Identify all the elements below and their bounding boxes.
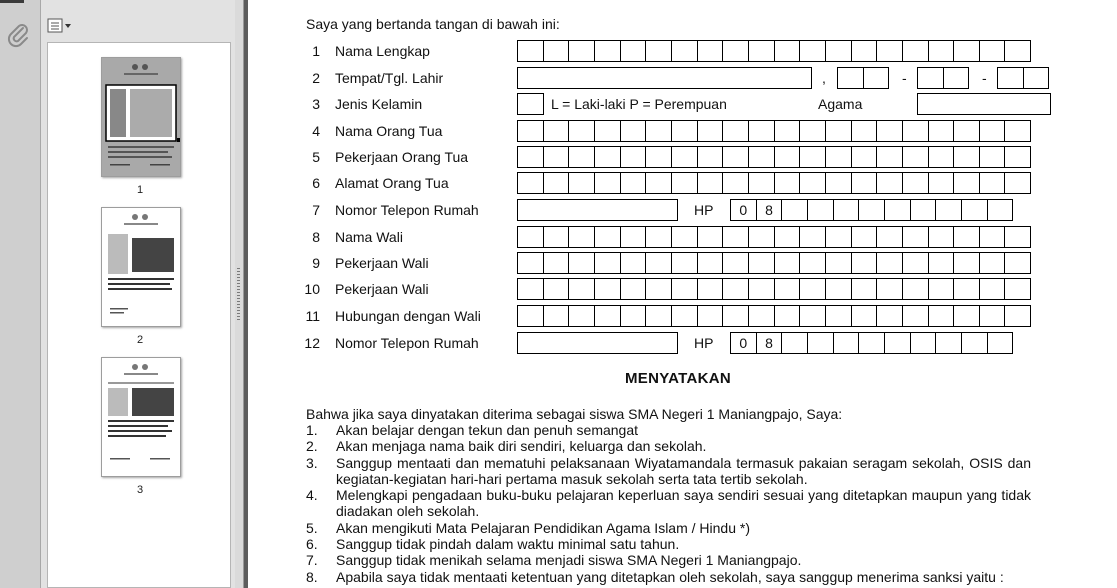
char-cell[interactable] [825, 278, 852, 300]
hp-digit: 0 [730, 199, 757, 221]
char-cell[interactable] [748, 226, 775, 248]
char-cell[interactable] [928, 40, 955, 62]
char-cell[interactable] [799, 305, 826, 327]
char-cell[interactable] [825, 226, 852, 248]
char-cell[interactable] [837, 67, 864, 89]
list-text: Sanggup tidak menikah selama menjadi siswa SMA Negeri 1 Maniangpajo. [336, 552, 802, 568]
char-cell[interactable] [825, 120, 852, 142]
char-cell[interactable] [910, 332, 937, 354]
char-cell[interactable] [543, 305, 570, 327]
thumbnail-list[interactable] [47, 42, 231, 588]
char-cell[interactable] [928, 226, 955, 248]
list-text: Apabila saya tidak mentaati ketentuan yang ditetapkan oleh sekolah, saya sanggup menerima sanksi yaitu : [336, 569, 1004, 585]
char-cell[interactable] [620, 120, 647, 142]
char-cell[interactable] [697, 146, 724, 168]
char-cell[interactable] [517, 146, 544, 168]
list-number: 3. [306, 455, 318, 471]
char-cell[interactable] [1004, 278, 1031, 300]
char-cell[interactable] [517, 120, 544, 142]
char-cell[interactable] [645, 278, 672, 300]
char-cell[interactable] [928, 172, 955, 194]
row-number: 11 [305, 308, 320, 324]
attachment-icon[interactable] [6, 22, 32, 48]
char-cell[interactable] [594, 172, 621, 194]
char-cell[interactable] [825, 40, 852, 62]
char-cell[interactable] [748, 40, 775, 62]
list-number: 5. [306, 520, 318, 536]
page-thumbnails-panel [41, 0, 236, 588]
label-nama-orang-tua: Nama Orang Tua [335, 123, 443, 139]
char-cell[interactable] [543, 252, 570, 274]
char-cell[interactable] [568, 226, 595, 248]
char-cell[interactable] [645, 146, 672, 168]
char-cell[interactable] [953, 226, 980, 248]
input-pekerjaan-orang-tua[interactable] [517, 146, 1031, 168]
input-tahun-lahir[interactable] [997, 67, 1049, 89]
char-cell[interactable] [953, 305, 980, 327]
char-cell[interactable] [1004, 172, 1031, 194]
char-cell[interactable] [1004, 305, 1031, 327]
input-telepon-rumah-2[interactable] [517, 332, 678, 354]
char-cell[interactable] [594, 305, 621, 327]
form-intro: Saya yang bertanda tangan di bawah ini: [306, 16, 560, 32]
char-cell[interactable] [876, 146, 903, 168]
char-cell[interactable] [671, 120, 698, 142]
label-pekerjaan-orang-tua: Pekerjaan Orang Tua [335, 149, 469, 165]
char-cell[interactable] [997, 67, 1024, 89]
char-cell[interactable] [543, 172, 570, 194]
input-nama-lengkap[interactable] [517, 40, 1031, 62]
splitter-grip [237, 268, 240, 320]
char-cell[interactable] [858, 199, 885, 221]
char-cell[interactable] [807, 332, 834, 354]
char-cell[interactable] [799, 40, 826, 62]
char-cell[interactable] [722, 252, 749, 274]
char-cell[interactable] [748, 146, 775, 168]
char-cell[interactable] [935, 199, 962, 221]
char-cell[interactable] [671, 146, 698, 168]
char-cell[interactable] [620, 146, 647, 168]
char-cell[interactable] [961, 332, 988, 354]
char-cell[interactable] [917, 67, 944, 89]
page-thumbnail-2[interactable] [101, 207, 181, 327]
char-cell[interactable] [671, 278, 698, 300]
char-cell[interactable] [568, 252, 595, 274]
char-cell[interactable] [671, 40, 698, 62]
char-cell[interactable] [902, 226, 929, 248]
page-thumbnail-label: 1 [136, 184, 144, 196]
char-cell[interactable] [851, 305, 878, 327]
char-cell[interactable] [851, 172, 878, 194]
char-cell[interactable] [774, 278, 801, 300]
label-agama: Agama [818, 96, 863, 112]
statement-heading: MENYATAKAN [624, 370, 732, 387]
char-cell[interactable] [953, 278, 980, 300]
char-cell[interactable] [943, 67, 970, 89]
input-jenis-kelamin[interactable] [517, 93, 544, 115]
char-cell[interactable] [620, 252, 647, 274]
char-cell[interactable] [825, 305, 852, 327]
label-pekerjaan-wali-2: Pekerjaan Wali [335, 281, 429, 297]
char-cell[interactable] [851, 120, 878, 142]
char-cell[interactable] [825, 146, 852, 168]
list-number: 8. [306, 569, 318, 585]
char-cell[interactable] [825, 172, 852, 194]
char-cell[interactable] [851, 278, 878, 300]
char-cell[interactable] [953, 172, 980, 194]
char-cell[interactable] [928, 120, 955, 142]
comma-separator: , [822, 70, 826, 86]
input-agama[interactable] [917, 93, 1051, 115]
label-nama-wali: Nama Wali [335, 229, 403, 245]
list-text: Melengkapi pengadaan buku-buku pelajaran keperluan saya sendiri sesuai yang ditetapkan maupun yang tidak diadakan oleh sekolah. [336, 487, 1031, 519]
char-cell[interactable] [953, 252, 980, 274]
char-cell[interactable] [910, 199, 937, 221]
input-alamat-orang-tua[interactable] [517, 172, 1031, 194]
row-number: 12 [304, 335, 320, 351]
char-cell[interactable] [594, 120, 621, 142]
char-cell[interactable] [979, 120, 1006, 142]
char-cell[interactable] [1004, 226, 1031, 248]
input-pekerjaan-wali[interactable] [517, 252, 1031, 274]
char-cell[interactable] [568, 172, 595, 194]
char-cell[interactable] [543, 146, 570, 168]
list-text: Akan menjaga nama baik diri sendiri, keluarga dan sekolah. [336, 438, 707, 454]
char-cell[interactable] [979, 40, 1006, 62]
char-cell[interactable] [851, 252, 878, 274]
char-cell[interactable] [928, 146, 955, 168]
char-cell[interactable] [568, 278, 595, 300]
label-tempat-tgl-lahir: Tempat/Tgl. Lahir [335, 70, 444, 86]
row-number: 8 [312, 229, 320, 245]
char-cell[interactable] [1004, 120, 1031, 142]
char-cell[interactable] [568, 40, 595, 62]
list-number: 1. [306, 422, 318, 438]
char-cell[interactable] [876, 40, 903, 62]
label-hubungan-dengan-wali: Hubungan dengan Wali [335, 308, 481, 324]
char-cell[interactable] [851, 146, 878, 168]
label-pekerjaan-wali: Pekerjaan Wali [335, 255, 429, 271]
list-text: Sanggup mentaati dan mematuhi pelaksanaan Wiyatamandala termasuk pakaian seragam sekolah, OSIS dan kegiatan-kegiatan hari-hari pertama masuk sekolah serta tata tertib sekolah. [336, 455, 1031, 487]
row-number: 7 [312, 202, 320, 218]
hp-digit: 8 [756, 332, 783, 354]
list-text: Akan belajar dengan tekun dan penuh semangat [336, 422, 639, 438]
char-cell[interactable] [594, 226, 621, 248]
input-nama-wali[interactable] [517, 226, 1031, 248]
char-cell[interactable] [543, 278, 570, 300]
statement-intro: Bahwa jika saya dinyatakan diterima sebagai siswa SMA Negeri 1 Maniangpajo, Saya: [306, 406, 843, 422]
label-hp: HP [694, 202, 714, 218]
label-nomor-telepon-rumah-2: Nomor Telepon Rumah [335, 335, 479, 351]
left-toolbar [0, 0, 41, 588]
char-cell[interactable] [594, 40, 621, 62]
input-tempat-lahir[interactable] [517, 67, 812, 89]
char-cell[interactable] [748, 305, 775, 327]
char-cell[interactable] [902, 40, 929, 62]
char-cell[interactable] [620, 40, 647, 62]
char-cell[interactable] [987, 332, 1014, 354]
input-bulan-lahir[interactable] [917, 67, 969, 89]
char-cell[interactable] [517, 93, 544, 115]
char-cell[interactable] [799, 146, 826, 168]
char-cell[interactable] [807, 199, 834, 221]
char-cell[interactable] [517, 226, 544, 248]
char-cell[interactable] [774, 305, 801, 327]
char-cell[interactable] [645, 252, 672, 274]
document-page [248, 0, 1117, 588]
hp-digit: 0 [730, 332, 757, 354]
char-cell[interactable] [568, 305, 595, 327]
list-text: Sanggup tidak pindah dalam waktu minimal satu tahun. [336, 536, 680, 552]
char-cell[interactable] [594, 146, 621, 168]
char-cell[interactable] [568, 146, 595, 168]
list-number: 4. [306, 487, 318, 503]
char-cell[interactable] [979, 305, 1006, 327]
list-number: 6. [306, 536, 318, 552]
label-nama-lengkap: Nama Lengkap [335, 43, 430, 59]
char-cell[interactable] [594, 252, 621, 274]
char-cell[interactable] [902, 172, 929, 194]
char-cell[interactable] [671, 305, 698, 327]
char-cell[interactable] [697, 252, 724, 274]
char-cell[interactable] [851, 226, 878, 248]
char-cell[interactable] [645, 305, 672, 327]
char-cell[interactable] [620, 226, 647, 248]
char-cell[interactable] [568, 120, 595, 142]
char-cell[interactable] [979, 172, 1006, 194]
label-hp: HP [694, 335, 714, 351]
char-cell[interactable] [851, 40, 878, 62]
char-cell[interactable] [645, 226, 672, 248]
char-cell[interactable] [645, 172, 672, 194]
char-cell[interactable] [774, 146, 801, 168]
char-cell[interactable] [928, 305, 955, 327]
panel-resize-handle[interactable] [235, 0, 244, 588]
char-cell[interactable] [748, 172, 775, 194]
char-cell[interactable] [902, 252, 929, 274]
char-cell[interactable] [671, 226, 698, 248]
char-cell[interactable] [748, 252, 775, 274]
row-number: 9 [312, 255, 320, 271]
char-cell[interactable] [825, 252, 852, 274]
char-cell[interactable] [876, 120, 903, 142]
toolbar-top-edge [0, 0, 24, 3]
char-cell[interactable] [697, 278, 724, 300]
char-cell[interactable] [543, 226, 570, 248]
page-thumbnail-label: 3 [136, 484, 144, 496]
gender-legend: L = Laki-laki P = Perempuan [551, 96, 727, 112]
char-cell[interactable] [833, 332, 860, 354]
char-cell[interactable] [620, 172, 647, 194]
char-cell[interactable] [748, 120, 775, 142]
char-cell[interactable] [697, 40, 724, 62]
char-cell[interactable] [833, 199, 860, 221]
row-number: 1 [312, 43, 320, 59]
char-cell[interactable] [620, 305, 647, 327]
char-cell[interactable] [961, 199, 988, 221]
list-number: 2. [306, 438, 318, 454]
char-cell[interactable] [722, 40, 749, 62]
char-cell[interactable] [620, 278, 647, 300]
char-cell[interactable] [876, 278, 903, 300]
char-cell[interactable] [1023, 67, 1050, 89]
char-cell[interactable] [876, 252, 903, 274]
row-number: 5 [312, 149, 320, 165]
char-cell[interactable] [979, 252, 1006, 274]
char-cell[interactable] [799, 120, 826, 142]
char-cell[interactable] [884, 332, 911, 354]
char-cell[interactable] [697, 305, 724, 327]
char-cell[interactable] [876, 226, 903, 248]
char-cell[interactable] [517, 252, 544, 274]
char-cell[interactable] [902, 278, 929, 300]
input-hp[interactable] [730, 199, 1013, 221]
char-cell[interactable] [902, 120, 929, 142]
char-cell[interactable] [858, 332, 885, 354]
label-jenis-kelamin: Jenis Kelamin [335, 96, 423, 112]
char-cell[interactable] [953, 120, 980, 142]
row-number: 6 [312, 175, 320, 191]
dash-separator: - [982, 70, 987, 86]
char-cell[interactable] [953, 40, 980, 62]
char-cell[interactable] [748, 278, 775, 300]
char-cell[interactable] [517, 305, 544, 327]
char-cell[interactable] [979, 146, 1006, 168]
char-cell[interactable] [543, 120, 570, 142]
input-hubungan-dengan-wali[interactable] [517, 305, 1031, 327]
char-cell[interactable] [979, 278, 1006, 300]
char-cell[interactable] [953, 146, 980, 168]
char-cell[interactable] [774, 226, 801, 248]
list-number: 7. [306, 552, 318, 568]
char-cell[interactable] [722, 226, 749, 248]
char-cell[interactable] [722, 120, 749, 142]
label-alamat-orang-tua: Alamat Orang Tua [335, 175, 449, 191]
thumbnail-options-icon[interactable] [47, 16, 73, 36]
char-cell[interactable] [774, 172, 801, 194]
char-cell[interactable] [517, 172, 544, 194]
label-nomor-telepon-rumah: Nomor Telepon Rumah [335, 202, 479, 218]
row-number: 3 [312, 96, 320, 112]
char-cell[interactable] [671, 172, 698, 194]
char-cell[interactable] [876, 172, 903, 194]
char-cell[interactable] [1004, 40, 1031, 62]
hp-digit: 8 [756, 199, 783, 221]
char-cell[interactable] [1004, 252, 1031, 274]
list-text: Akan mengikuti Mata Pelajaran Pendidikan Agama Islam / Hindu *) [336, 520, 750, 536]
input-telepon-rumah[interactable] [517, 199, 678, 221]
char-cell[interactable] [928, 278, 955, 300]
char-cell[interactable] [722, 172, 749, 194]
char-cell[interactable] [987, 199, 1014, 221]
char-cell[interactable] [799, 252, 826, 274]
char-cell[interactable] [928, 252, 955, 274]
char-cell[interactable] [645, 120, 672, 142]
char-cell[interactable] [979, 226, 1006, 248]
row-number: 10 [304, 281, 320, 297]
page-thumbnail-1[interactable] [101, 57, 181, 177]
char-cell[interactable] [863, 67, 890, 89]
char-cell[interactable] [935, 332, 962, 354]
char-cell[interactable] [645, 40, 672, 62]
char-cell[interactable] [902, 305, 929, 327]
char-cell[interactable] [799, 278, 826, 300]
page-thumbnail-3[interactable] [101, 357, 181, 477]
char-cell[interactable] [697, 172, 724, 194]
row-number: 4 [312, 123, 320, 139]
char-cell[interactable] [774, 40, 801, 62]
char-cell[interactable] [902, 146, 929, 168]
row-number: 2 [312, 70, 320, 86]
char-cell[interactable] [697, 120, 724, 142]
char-cell[interactable] [697, 226, 724, 248]
char-cell[interactable] [774, 120, 801, 142]
page-thumbnail-label: 2 [136, 334, 144, 346]
input-nama-orang-tua[interactable] [517, 120, 1031, 142]
input-pekerjaan-wali-2[interactable] [517, 278, 1031, 300]
char-cell[interactable] [781, 199, 808, 221]
dash-separator: - [902, 70, 907, 86]
char-cell[interactable] [1004, 146, 1031, 168]
char-cell[interactable] [799, 172, 826, 194]
char-cell[interactable] [799, 226, 826, 248]
char-cell[interactable] [722, 278, 749, 300]
char-cell[interactable] [543, 40, 570, 62]
input-tanggal-lahir[interactable] [837, 67, 889, 89]
char-cell[interactable] [517, 278, 544, 300]
char-cell[interactable] [722, 146, 749, 168]
char-cell[interactable] [722, 305, 749, 327]
char-cell[interactable] [671, 252, 698, 274]
char-cell[interactable] [774, 252, 801, 274]
char-cell[interactable] [876, 305, 903, 327]
char-cell[interactable] [781, 332, 808, 354]
char-cell[interactable] [884, 199, 911, 221]
char-cell[interactable] [517, 40, 544, 62]
char-cell[interactable] [594, 278, 621, 300]
input-hp-2[interactable] [730, 332, 1013, 354]
